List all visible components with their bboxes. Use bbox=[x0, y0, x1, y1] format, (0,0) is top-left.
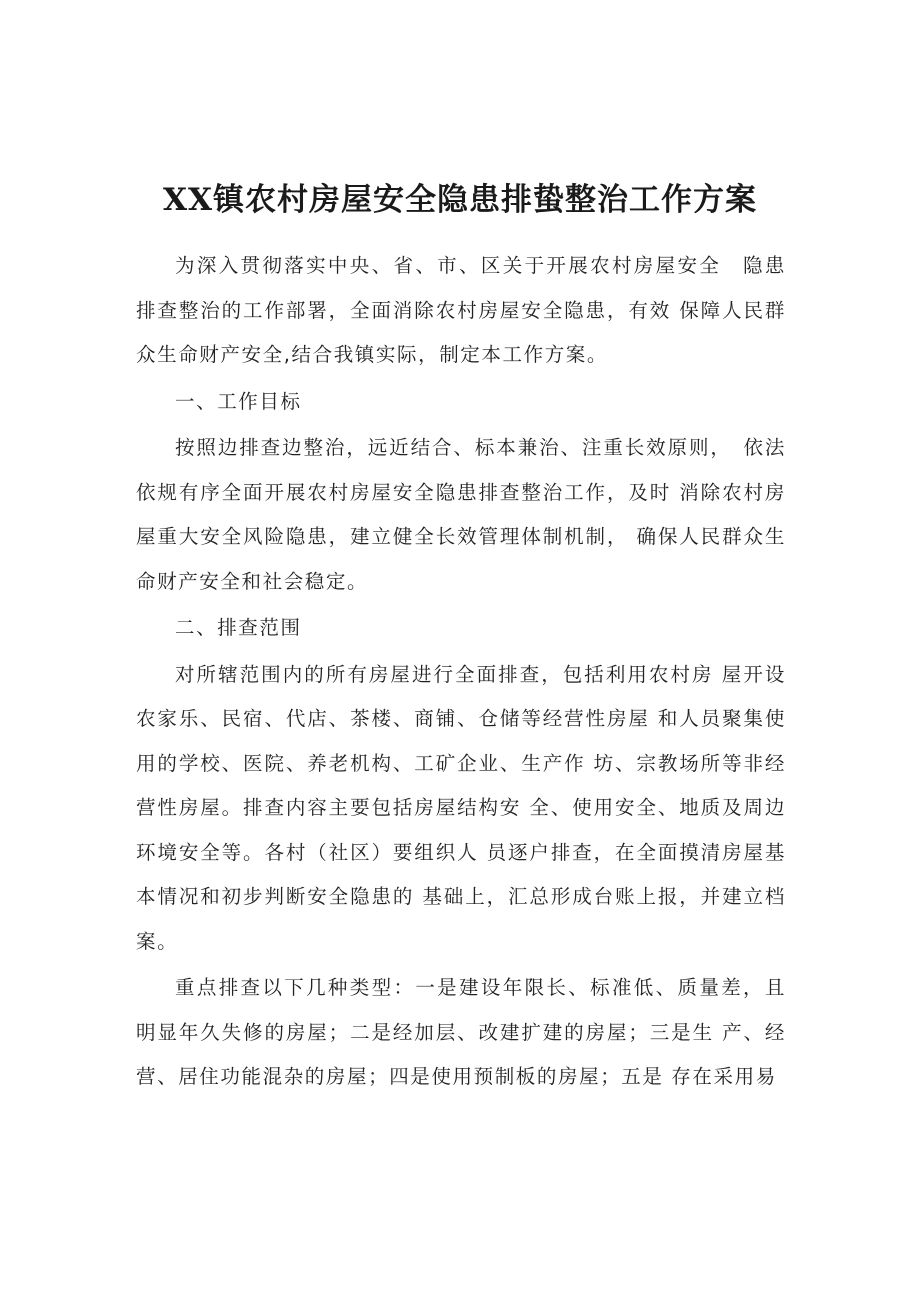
paragraph-intro: 为深入贯彻落实中央、省、市、区关于开展农村房屋安全 隐患排查整治的工作部署，全面消除农村房屋安全隐患，有效 保障人民群众生命财产安全,结合我镇实际，制定本工作方案。 bbox=[136, 254, 786, 366]
document-body bbox=[136, 244, 786, 1102]
section-heading-goals: 一、工作目标 bbox=[175, 389, 302, 413]
paragraph-goals: 按照边排查边整治，远近结合、标本兼治、注重长效原则， 依法依规有序全面开展农村房屋安全隐患排查整治工作，及时 消除农村房屋重大安全风险隐患，建立健全长效管理体制机制， 确保人民群众生命财产安全和社会稳定。 bbox=[136, 436, 786, 593]
paragraph-scope: 对所辖范围内的所有房屋进行全面排查，包括利用农村房 屋开设农家乐、民宿、代店、茶楼、商铺、仓储等经营性房屋 和人员聚集使用的学校、医院、养老机构、工矿企业、生产作 坊、宗教场所等非经营性房屋。排查内容主要包括房屋结构安 全、使用安全、地质及周边环境安全等。各村（社区）要组织人 员逐户排查，在全面摸清房屋基本情况和初步判断安全隐患的 基础上，汇总形成台账上报，并建立档案。 bbox=[136, 662, 786, 953]
section-heading-scope: 二、排查范围 bbox=[175, 616, 302, 639]
paragraph-key-types: 重点排查以下几种类型：一是建设年限长、标准低、质量差，且明显年久失修的房屋；二是经加层、改建扩建的房屋；三是生 产、经营、居住功能混杂的房屋；四是使用预制板的房屋；五是 存在采用易 bbox=[136, 976, 786, 1088]
document-title: XX镇农村房屋安全隐患排蛰整治工作方案 bbox=[162, 182, 758, 218]
